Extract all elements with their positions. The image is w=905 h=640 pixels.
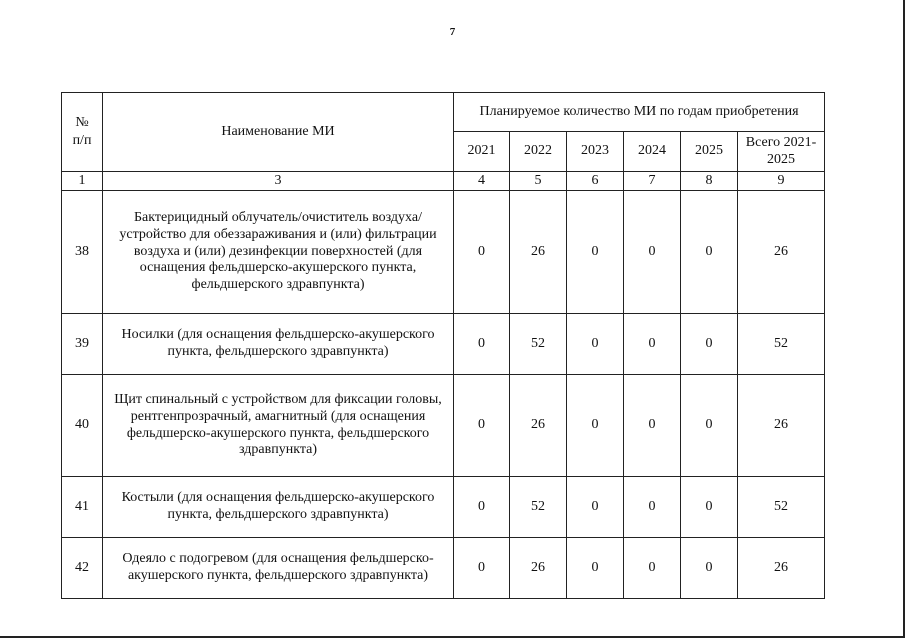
- row-value-2022: 52: [510, 314, 567, 375]
- row-name-cell: Бактерицидный облучатель/очиститель воздуха/устройство для обеззараживания и (или) фильтрации воздуха и (или) дезинфекции поверхностей (для оснащения фельдшерско-акушерского пункта, фельдшерского здравпункта): [103, 191, 454, 314]
- row-num-cell: 40: [62, 375, 103, 477]
- column-number-cell: 8: [681, 172, 738, 191]
- header-name-cell: Наименование МИ: [103, 93, 454, 172]
- row-value-2024: 0: [624, 191, 681, 314]
- row-num-cell: 41: [62, 477, 103, 538]
- row-value-2024: 0: [624, 375, 681, 477]
- row-total-cell: 52: [738, 314, 825, 375]
- row-name-cell: Костыли (для оснащения фельдшерско-акушерского пункта, фельдшерского здравпункта): [103, 477, 454, 538]
- row-value-2023: 0: [567, 314, 624, 375]
- row-value-2023: 0: [567, 375, 624, 477]
- row-value-2024: 0: [624, 538, 681, 599]
- row-name-cell: Носилки (для оснащения фельдшерско-акушерского пункта, фельдшерского здравпункта): [103, 314, 454, 375]
- header-row-1: [62, 93, 825, 132]
- row-name-cell: Щит спинальный с устройством для фиксации головы, рентгенпрозрачный, амагнитный (для оснащения фельдшерско-акушерского пункта, фельдшерского здравпункта): [103, 375, 454, 477]
- header-total: Всего 2021-2025: [738, 132, 825, 172]
- row-value-2024: 0: [624, 477, 681, 538]
- table-row: [62, 314, 825, 375]
- row-value-2022: 52: [510, 477, 567, 538]
- column-number-cell: 9: [738, 172, 825, 191]
- row-value-2025: 0: [681, 538, 738, 599]
- row-value-2023: 0: [567, 477, 624, 538]
- header-year-2025: 2025: [681, 132, 738, 172]
- row-value-2025: 0: [681, 191, 738, 314]
- header-num-line1: №: [75, 114, 89, 130]
- page-number: 7: [449, 26, 456, 38]
- row-name-cell: Одеяло с подогревом (для оснащения фельдшерско-акушерского пункта, фельдшерского здравпункта): [103, 538, 454, 599]
- row-total-cell: 26: [738, 538, 825, 599]
- header-year-2021: 2021: [454, 132, 510, 172]
- table-row: [62, 375, 825, 477]
- row-value-2021: 0: [454, 191, 510, 314]
- row-value-2021: 0: [454, 477, 510, 538]
- row-value-2022: 26: [510, 538, 567, 599]
- header-num-line2: п/п: [72, 133, 92, 148]
- row-value-2025: 0: [681, 314, 738, 375]
- table-row: [62, 538, 825, 599]
- row-value-2023: 0: [567, 538, 624, 599]
- table-row: [62, 191, 825, 314]
- row-total-cell: 52: [738, 477, 825, 538]
- row-num-cell: 39: [62, 314, 103, 375]
- column-number-cell: 4: [454, 172, 510, 191]
- header-year-2024: 2024: [624, 132, 681, 172]
- row-num-cell: 38: [62, 191, 103, 314]
- column-number-cell: 5: [510, 172, 567, 191]
- row-value-2022: 26: [510, 375, 567, 477]
- header-planned-cell: Планируемое количество МИ по годам приобретения: [454, 93, 825, 132]
- row-value-2023: 0: [567, 191, 624, 314]
- row-value-2021: 0: [454, 538, 510, 599]
- column-number-cell: 7: [624, 172, 681, 191]
- row-value-2025: 0: [681, 375, 738, 477]
- column-numbers-row: [62, 172, 825, 191]
- row-value-2024: 0: [624, 314, 681, 375]
- header-num-cell: [62, 93, 103, 172]
- row-total-cell: 26: [738, 375, 825, 477]
- column-number-cell: 6: [567, 172, 624, 191]
- mi-table: [61, 92, 825, 599]
- column-number-cell: 1: [62, 172, 103, 191]
- table-row: [62, 477, 825, 538]
- row-value-2021: 0: [454, 314, 510, 375]
- header-year-2022: 2022: [510, 132, 567, 172]
- column-number-cell: 3: [103, 172, 454, 191]
- row-total-cell: 26: [738, 191, 825, 314]
- row-value-2021: 0: [454, 375, 510, 477]
- row-value-2025: 0: [681, 477, 738, 538]
- row-num-cell: 42: [62, 538, 103, 599]
- row-value-2022: 26: [510, 191, 567, 314]
- header-year-2023: 2023: [567, 132, 624, 172]
